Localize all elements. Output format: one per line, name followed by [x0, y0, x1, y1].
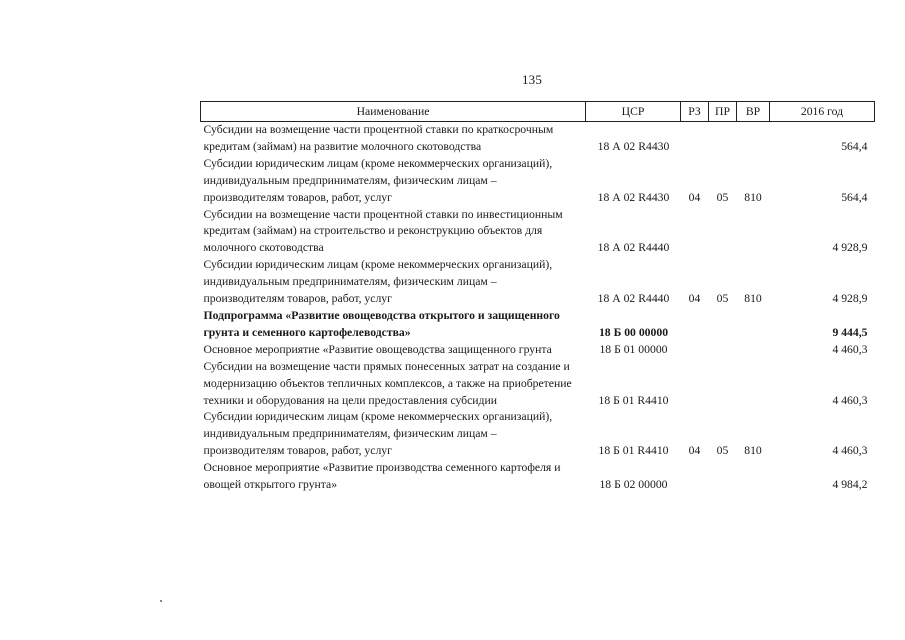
row-rz	[681, 207, 709, 258]
table-row	[201, 359, 875, 410]
row-pr: 05	[716, 190, 729, 204]
row-csr: 18 А 02 R4440	[597, 241, 670, 255]
header-pr: ПР	[709, 102, 737, 122]
row-rz: 04	[688, 292, 701, 306]
row-vr: 810	[744, 444, 762, 458]
table-row	[201, 156, 875, 207]
header-name: Наименование	[201, 102, 586, 122]
row-rz	[681, 122, 709, 156]
row-csr: 18 Б 02 00000	[599, 478, 668, 492]
row-amount: 564,4	[841, 139, 868, 153]
page-number: 135	[521, 72, 543, 87]
row-amount: 4 460,3	[832, 342, 868, 356]
row-vr	[737, 460, 770, 494]
row-rz	[681, 359, 709, 410]
row-name: Основное мероприятие «Развитие овощеводства защищенного грунта	[203, 342, 552, 356]
row-pr	[709, 359, 737, 410]
row-csr: 18 Б 01 R4410	[598, 393, 669, 407]
row-pr	[709, 342, 737, 359]
row-pr: 05	[716, 292, 729, 306]
row-amount: 4 928,9	[832, 241, 868, 255]
row-csr: 18 Б 00 00000	[598, 325, 669, 339]
row-name: Субсидии на возмещение части прямых понесенных затрат на создание и модернизацию объектов тепличных комплексов, а также на приобретение техники и оборудования на цели предоставления субсидии	[203, 359, 572, 407]
row-rz	[681, 342, 709, 359]
row-csr: 18 А 02 R4430	[597, 190, 670, 204]
row-amount: 4 928,9	[832, 292, 868, 306]
table-row	[201, 342, 875, 359]
scan-speck	[160, 600, 162, 602]
row-name: Субсидии юридическим лицам (кроме некоммерческих организаций), индивидуальным предпринимателям, физическим лицам – производителям товаров, работ, услуг	[203, 258, 553, 306]
row-name: Субсидии юридическим лицам (кроме некоммерческих организаций), индивидуальным предпринимателям, физическим лицам – производителям товаров, работ, услуг	[203, 410, 553, 458]
header-rz: РЗ	[681, 102, 709, 122]
row-vr: 810	[744, 190, 762, 204]
row-amount: 4 460,3	[832, 444, 868, 458]
table-row	[201, 122, 875, 156]
row-pr	[709, 460, 737, 494]
table-row	[201, 409, 875, 460]
row-vr	[737, 207, 770, 258]
table-row	[201, 460, 875, 494]
row-amount: 4 984,2	[832, 478, 868, 492]
row-pr: 05	[716, 444, 729, 458]
table-row	[201, 207, 875, 258]
row-csr: 18 А 02 R4430	[597, 139, 670, 153]
row-csr: 18 Б 01 R4410	[598, 444, 669, 458]
row-vr	[737, 342, 770, 359]
table-row	[201, 257, 875, 308]
row-name: Подпрограмма «Развитие овощеводства открытого и защищенного грунта и семенного картофелеводства»	[203, 308, 560, 339]
row-vr	[737, 122, 770, 156]
row-pr	[709, 122, 737, 156]
row-name: Субсидии юридическим лицам (кроме некоммерческих организаций), индивидуальным предпринимателям, физическим лицам – производителям товаров, работ, услуг	[203, 156, 553, 204]
row-name: Субсидии на возмещение части процентной ставки по краткосрочным кредитам (займам) на развитие молочного скотоводства	[203, 123, 554, 153]
header-vr: ВР	[737, 102, 770, 122]
row-vr: 810	[744, 292, 762, 306]
table-row-subprogram	[201, 308, 875, 342]
header-year: 2016 год	[770, 102, 875, 122]
row-vr	[737, 308, 770, 342]
row-amount: 564,4	[841, 190, 868, 204]
table-header-row	[201, 102, 875, 122]
header-csr: ЦСР	[586, 102, 681, 122]
row-rz: 04	[688, 444, 701, 458]
budget-table	[200, 101, 875, 494]
row-rz	[681, 460, 709, 494]
row-name: Основное мероприятие «Развитие производства семенного картофеля и овощей открытого грунта»	[203, 461, 561, 492]
row-name: Субсидии на возмещение части процентной ставки по инвестиционным кредитам (займам) на строительство и реконструкцию объектов для молочного скотоводства	[203, 207, 563, 255]
row-rz	[681, 308, 709, 342]
row-pr	[709, 308, 737, 342]
row-csr: 18 Б 01 00000	[599, 342, 668, 356]
row-rz: 04	[688, 190, 701, 204]
row-vr	[737, 359, 770, 410]
row-csr: 18 А 02 R4440	[597, 292, 670, 306]
row-amount: 4 460,3	[832, 393, 868, 407]
row-amount: 9 444,5	[832, 325, 868, 339]
row-pr	[709, 207, 737, 258]
